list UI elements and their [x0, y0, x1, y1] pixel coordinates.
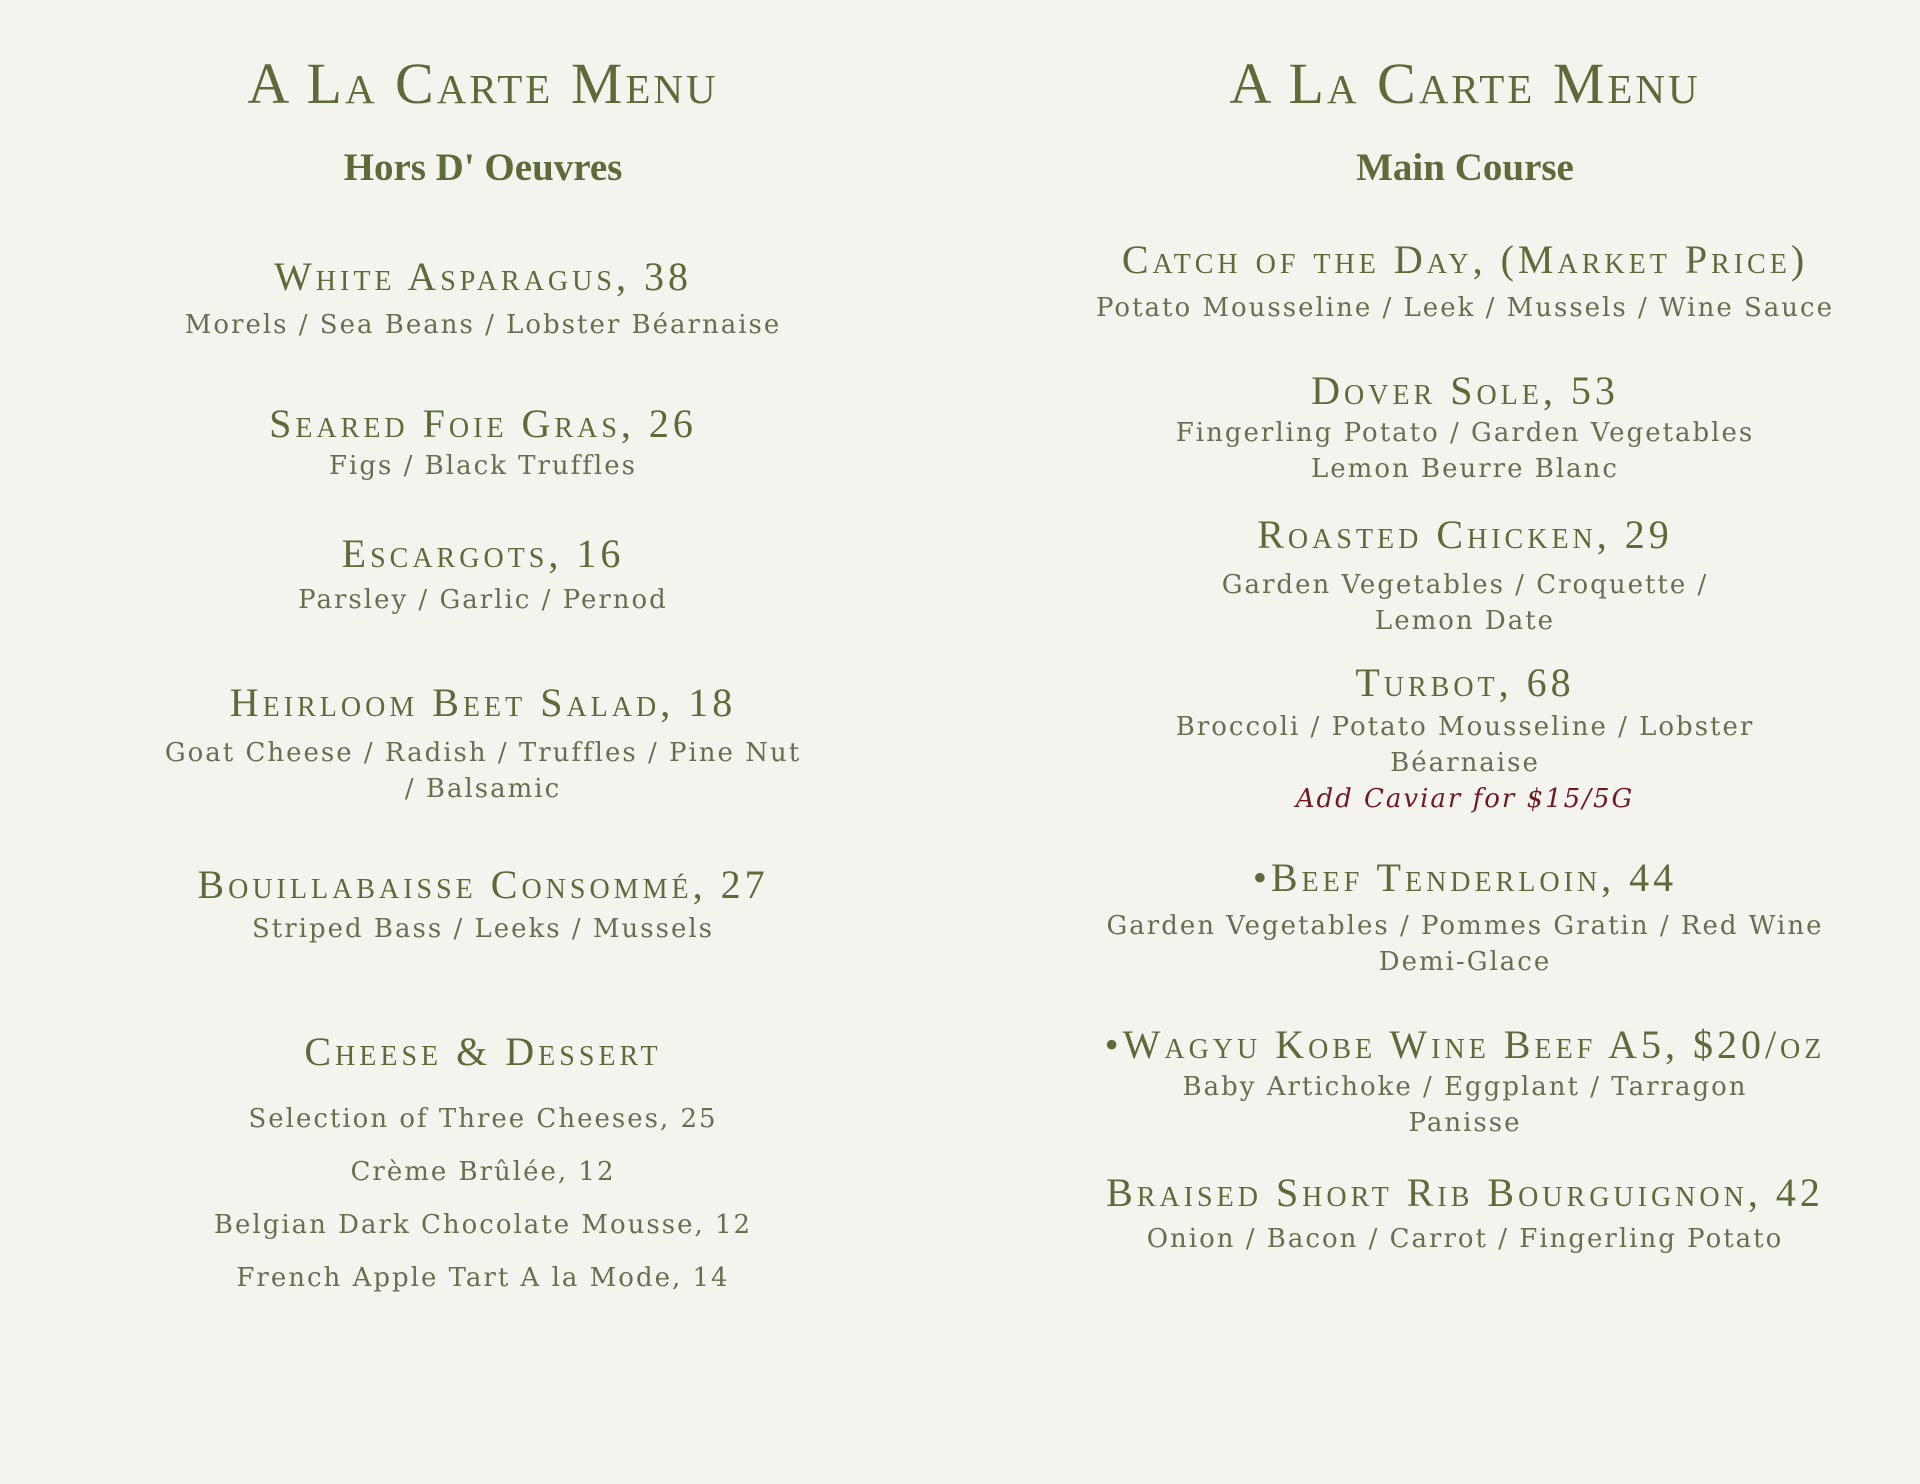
dish-description [1055, 908, 1875, 980]
dish-description [1055, 1069, 1875, 1141]
dish-braised-short-rib [1055, 1170, 1875, 1257]
dish-dover-sole [1055, 368, 1875, 487]
menu-title: A La Carte Menu [1229, 51, 1701, 116]
dish-heirloom-beet-salad [118, 680, 848, 807]
dish-description-line: Goat Cheese / Radish / Truffles / Pine Nut [164, 738, 802, 768]
dish-description-line: Lemon Date [1374, 606, 1556, 636]
dish-turbot [1055, 660, 1875, 817]
dish-description-line: Demi-Glace [1378, 947, 1552, 977]
dish-description-line: Baby Artichoke / Eggplant / Tarragon [1182, 1072, 1748, 1102]
dish-description [118, 735, 848, 807]
dish-seared-foie-gras [118, 401, 848, 484]
dish-description-line: Lemon Beurre Blanc [1311, 454, 1619, 484]
dish-description: Onion / Bacon / Carrot / Fingerling Potato [1146, 1224, 1784, 1254]
dish-name: •Wagyu Kobe Wine Beef A5, $20/oz [1104, 1022, 1826, 1067]
dessert-section [118, 1029, 848, 1074]
dish-description-line: Garden Vegetables / Pommes Gratin / Red Wine [1106, 911, 1824, 941]
section-title-main-course: Main Course [1356, 146, 1574, 189]
dish-description-line: Fingerling Potato / Garden Vegetables [1175, 418, 1755, 448]
dish-name: •Beef Tenderloin, 44 [1252, 855, 1678, 900]
dish-name: Roasted Chicken, 29 [1257, 512, 1673, 557]
dish-description [1055, 567, 1875, 639]
dish-name: Heirloom Beet Salad, 18 [229, 680, 737, 725]
dish-description-line: / Balsamic [404, 774, 562, 804]
dish-description-line: Béarnaise [1390, 748, 1540, 778]
dish-description: Morels / Sea Beans / Lobster Béarnaise [184, 310, 782, 340]
dessert-title: Cheese & Dessert [304, 1029, 662, 1074]
dessert-item: Selection of Three Cheeses, 25 [248, 1104, 718, 1134]
dessert-item: French Apple Tart A la Mode, 14 [236, 1263, 730, 1293]
dish-description-line: Broccoli / Potato Mousseline / Lobster [1175, 712, 1755, 742]
dessert-item: Belgian Dark Chocolate Mousse, 12 [213, 1210, 753, 1240]
dish-description: Parsley / Garlic / Pernod [298, 585, 668, 615]
dish-name: Dover Sole, 53 [1311, 368, 1619, 413]
dish-catch-of-the-day [1055, 237, 1875, 326]
dish-name: Braised Short Rib Bourguignon, 42 [1106, 1170, 1824, 1215]
dessert-item: Crème Brûlée, 12 [350, 1157, 616, 1187]
menu-title: A La Carte Menu [247, 51, 719, 116]
dish-name: Seared Foie Gras, 26 [269, 401, 697, 446]
dish-description: Potato Mousseline / Leek / Mussels / Wine Sauce [1095, 293, 1834, 323]
dish-escargots [118, 531, 848, 618]
dish-description [1055, 415, 1875, 487]
dish-wagyu-kobe-beef [1055, 1022, 1875, 1141]
dish-white-asparagus [118, 254, 848, 343]
dish-description-line: Garden Vegetables / Croquette / [1221, 570, 1709, 600]
dish-beef-tenderloin [1055, 855, 1875, 980]
dish-name: Escargots, 16 [341, 531, 625, 576]
dish-name: Turbot, 68 [1355, 660, 1575, 705]
section-title-hors-doeuvres: Hors D' Oeuvres [343, 146, 623, 189]
dish-name: White Asparagus, 38 [274, 254, 692, 299]
dish-description-line: Panisse [1408, 1108, 1522, 1138]
dish-description [1055, 709, 1875, 781]
dish-name: Catch of the Day, (Market Price) [1121, 237, 1809, 282]
caviar-addon-note: Add Caviar for $15/5G [1295, 784, 1635, 814]
dish-bouillabaisse-consomme [118, 862, 848, 947]
dish-name: Bouillabaisse Consommé, 27 [197, 862, 769, 907]
dish-description: Figs / Black Truffles [329, 451, 637, 481]
dish-roasted-chicken [1055, 512, 1875, 639]
dish-description: Striped Bass / Leeks / Mussels [251, 914, 715, 944]
